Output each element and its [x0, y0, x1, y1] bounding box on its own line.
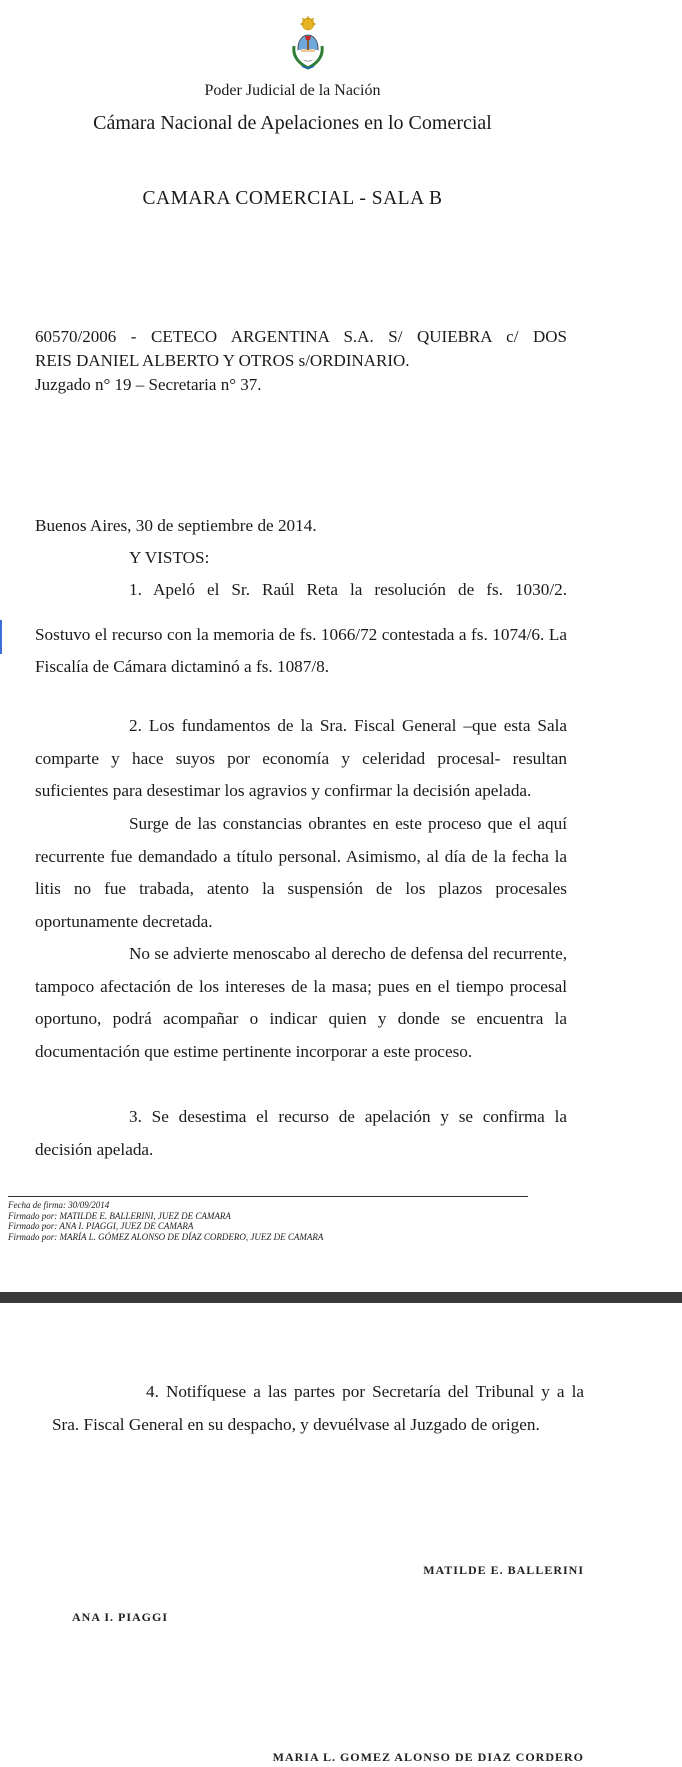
vistos-heading: Y VISTOS:: [129, 548, 210, 567]
judge-signature-piaggi: ANA I. PIAGGI: [72, 1610, 169, 1624]
paragraph-5: 3. Se desestima el recurso de apelación y se confirma la decisión apelada.: [35, 1107, 567, 1159]
document-date: Buenos Aires, 30 de septiembre de 2014.: [35, 516, 317, 535]
paragraph-1-first-line: 1. Apeló el Sr. Raúl Reta la resolución de fs. 1030/2.: [129, 580, 567, 599]
court-line: Juzgado n° 19 – Secretaria n° 37.: [35, 375, 262, 394]
signature-date: Fecha de firma: 30/09/2014: [8, 1200, 110, 1210]
electronic-signature-block: [8, 1200, 323, 1242]
institution-name: Poder Judicial de la Nación: [204, 82, 381, 99]
judge-signature-ballerini: MATILDE E. BALLERINI: [423, 1563, 584, 1577]
signature-divider: [8, 1196, 528, 1197]
case-caption: [35, 325, 567, 397]
paragraph-3: Surge de las constancias obrantes en este proceso que el aquí recurrente fue demandado a título personal. Asimismo, al día de la fecha la litis no fue trabada, atento la suspensión de los plazos procesales oportunamente decretada.: [35, 814, 567, 931]
text-cursor: [0, 620, 2, 654]
argentine-coat-of-arms-icon: [288, 16, 328, 70]
page-separator: [0, 1292, 682, 1303]
caption-line-2: REIS DANIEL ALBERTO Y OTROS s/ORDINARIO.: [35, 351, 410, 370]
paragraph-2: 2. Los fundamentos de la Sra. Fiscal General –que esta Sala comparte y hace suyos por economía y celeridad procesal- resultan suficientes para desestimar los agravios y confirmar la decisión apelada.: [35, 716, 567, 800]
court-name: Cámara Nacional de Apelaciones en lo Comercial: [93, 112, 492, 134]
judge-signature-gomez-alonso: MARIA L. GOMEZ ALONSO DE DIAZ CORDERO: [272, 1750, 584, 1764]
paragraph-6: 4. Notifíquese a las partes por Secretaría del Tribunal y a la Sra. Fiscal General en su despacho, y devuélvase al Juzgado de origen.: [52, 1382, 584, 1434]
paragraph-1-rest: Sostuvo el recurso con la memoria de fs. 1066/72 contestada a fs. 1074/6. La Fiscalía de Cámara dictaminó a fs. 1087/8.: [35, 625, 567, 676]
signature-line: Firmado por: MATILDE E. BALLERINI, JUEZ DE CAMARA: [8, 1210, 231, 1221]
signature-line: Firmado por: ANA I. PIAGGI, JUEZ DE CAMARA: [8, 1221, 194, 1231]
paragraph-4: No se advierte menoscabo al derecho de defensa del recurrente, tampoco afectación de los intereses de la masa; pues en el tiempo procesal oportuno, podrá acompañar o indicar quien y donde se encuentra la documentación que estime pertinente incorporar a este proceso.: [35, 944, 567, 1061]
chamber-title: CAMARA COMERCIAL - SALA B: [142, 188, 443, 209]
signature-line: Firmado por: MARÍA L. GÓMEZ ALONSO DE DÍAZ CORDERO, JUEZ DE CAMARA: [8, 1231, 324, 1242]
caption-line-1: 60570/2006 - CETECO ARGENTINA S.A. S/ QUIEBRA c/ DOS: [35, 327, 567, 346]
